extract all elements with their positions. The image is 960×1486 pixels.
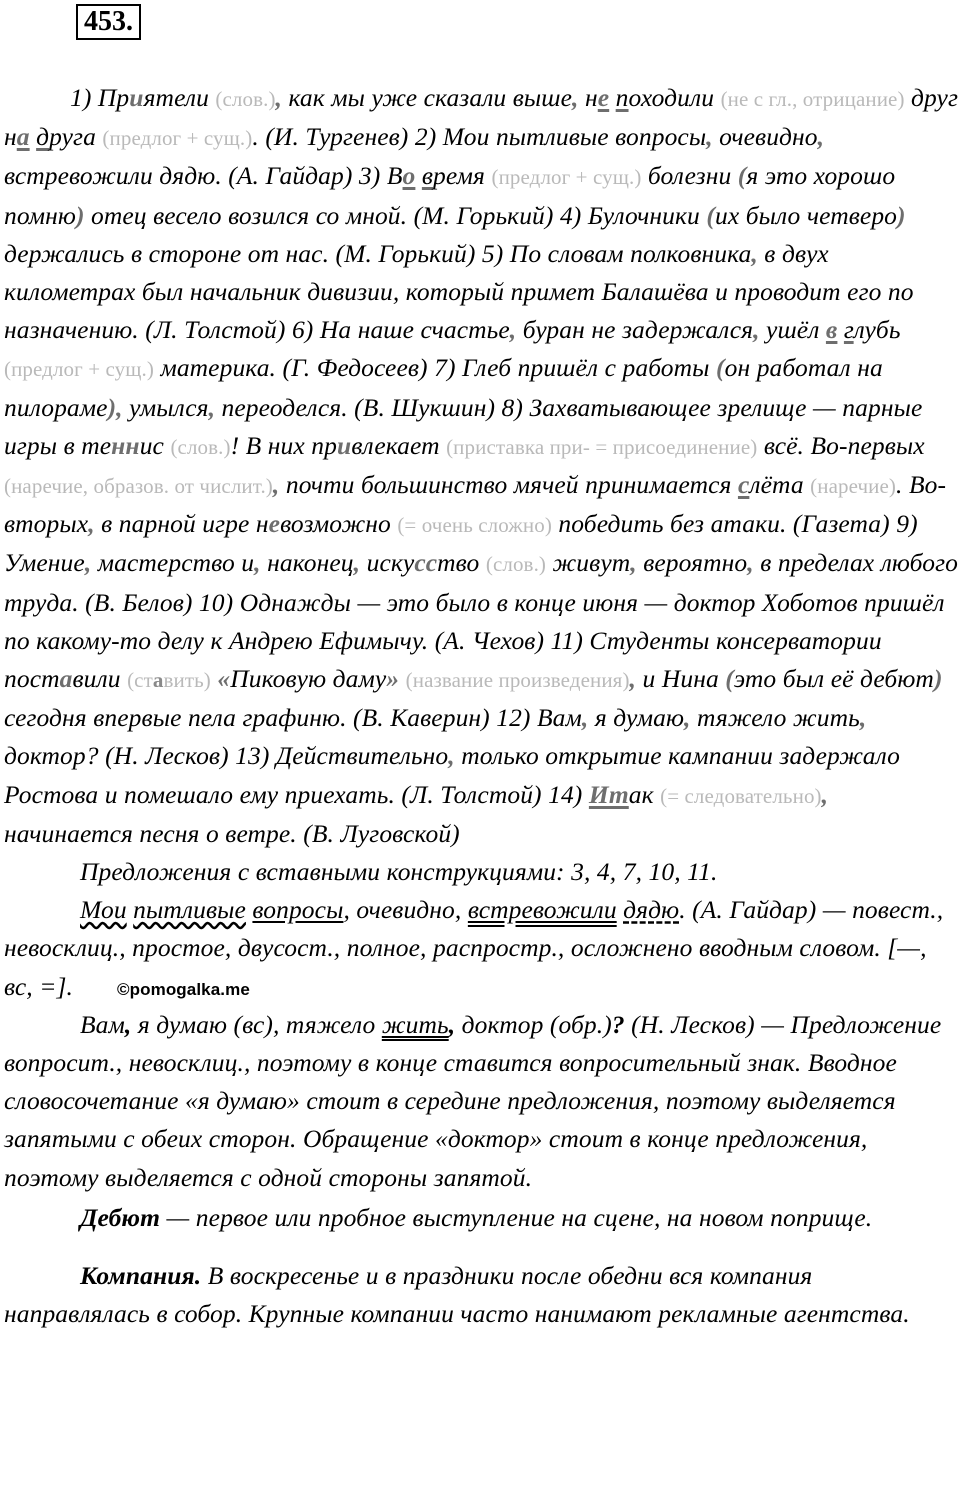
exercise-text xyxy=(4,79,960,1334)
exercise-sentences: 1) Приятели (слов.), как мы уже сказали выше, не походили (не с гл., отрицание) друг на друга (предлог + сущ.). (И. Тургенев) 2) Мои пытливые вопросы, очевидно, встревожили дядю. (А. Гайдар) 3) Во время (предлог + сущ.) болезни (я это хорошо помню) отец весело возился со мной. (М. Горький) 4) Булочники (их было четверо) держались в стороне от нас. (М. Горький) 5) По словам полковника, в двух километрах был начальник дивизии, который примет Балашёва и проводит его по назначению. (Л. Толстой) 6) На наше счастье, буран не задержался, ушёл в глубь (предлог + сущ.) материка. (Г. Федосеев) 7) Глеб пришёл с работы (он работал на пилораме), умылся, переоделся. (В. Шукшин) 8) Захватывающее зрелище — парные игры в теннис (слов.)! В них привлекает (приставка при- = присоединение) всё. Во-первых (наречие, образов. от числит.), почти большинство мячей принимается слёта (наречие). Во-вторых, в парной игре невозможно (= очень сложно) победить без атаки. (Газета) 9) Умение, мастерство и, наконец, искусство (слов.) живут, вероятно, в пределах любого труда. (В. Белов) 10) Однажды — это было в конце июня — доктор Хоботов пришёл по какому-то делу к Андрею Ефимычу. (А. Чехов) 11) Студенты консерватории поставили (ставить) «Пиковую даму» (название произведения), и Нина (это был её дебют) сегодня впервые пела графиню. (В. Каверин) 12) Вам, я думаю, тяжело жить, доктор? (Н. Лесков) 13) Действительно, только открытие кампании задержало Ростова и помешало ему приехать. (Л. Толстой) 14) Итак (= следовательно), начинается песня о ветре. (В. Луговской) xyxy=(4,83,959,848)
watermark: ©pomogalka.me xyxy=(117,979,250,999)
definition-debut xyxy=(4,1199,960,1237)
company-term: Компания. xyxy=(80,1261,202,1291)
definition-company xyxy=(4,1257,960,1333)
analysis-leskov: Вам, я думаю (вс), тяжело жить, доктор (обр.)? (Н. Лесков) — Предложение вопросит., невосклиц., поэтому в конце ставится вопросительный знак. Вводное словосочетание «я думаю» стоит в середине предложения, поэтому выделяется запятыми с обеих сторон. Обращение «доктор» стоит в конце предложения, поэтому выделяется с одной стороны запятой. xyxy=(4,1009,942,1192)
analysis-gaidar: Мои пытливые вопросы, очевидно, встревожили дядю. (А. Гайдар) — повест., невосклиц., простое, двусост., полное, распростр., осложнено вводным словом. [—, вс, =]. ©pomogalka.me xyxy=(4,895,944,1001)
debut-text: — первое или пробное выступление на сцене, на новом поприще. xyxy=(160,1202,873,1232)
exercise-number: 453. xyxy=(76,4,141,40)
company-text: В воскресенье и в праздники после обедни вся компания направлялась в собор. Крупные компании часто нанимают рекламные агентства. xyxy=(4,1261,910,1329)
debut-term: Дебют xyxy=(80,1202,161,1232)
summary-line: Предложения с вставными конструкциями: 3, 4, 7, 10, 11. xyxy=(80,857,718,887)
